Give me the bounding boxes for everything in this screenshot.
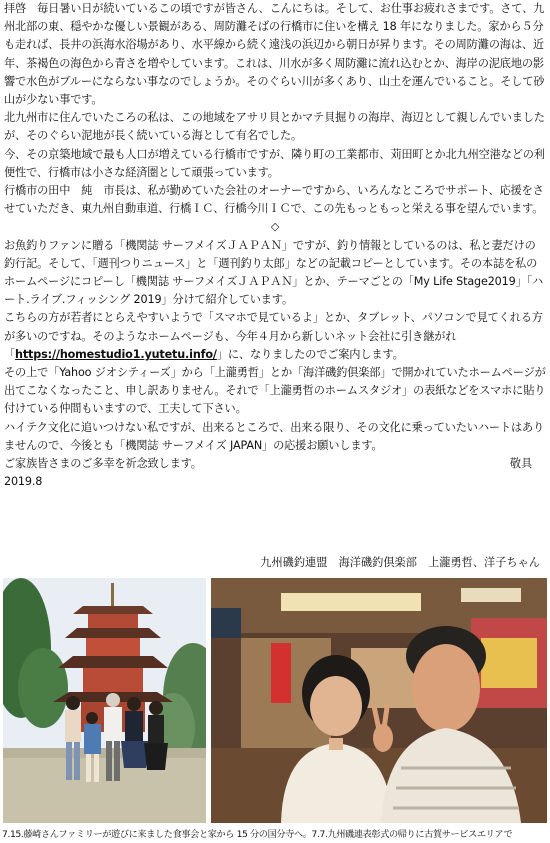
section-divider: ◇ [270, 220, 280, 234]
letter-body [4, 0, 546, 491]
closing-row [4, 455, 546, 473]
photo-caption: 7.15.藤崎さんファミリーが遊びに来ました食事会と家から 15 分の国分寺へ。7.7.九州磯連表彰式の帰りに古賀サービスエリアで [2, 829, 513, 840]
letter-paragraph: 拝啓 毎日暑い日が続いているこの頃ですが皆さん、こんにちは。そして、お仕事お疲れさまです。さて、九州北部の東、穏やかな優しい景観がある、周防灘そばの行橋市に住いを構え 18 年になりました。家から５分も走れば、長井の浜海水浴場があり、水平線から続く遠浅の浜辺から朝日が昇ります。その周防灘の海は、近年、茶褐色の海色から青さを増やしています。これは、川水が多く周防灘に流れ込むとか、海岸の泥底地の影響で水色がブルーにならない事なのでしょうか。そのぐらい川が多くあり、山土を運んでいること。そして砂山が少ない事です。 [4, 2, 545, 107]
photo-couple-service-area [211, 578, 547, 823]
letter-paragraph: 行橋市の田中 純 市長は、私が勤めていた会社のオーナーですから、いろんなところでサポート、応援をさせていただき、東九州自動車道、行橋ＩＣ、行橋今川ＩＣで、この先もっともっと栄える事を望んでいます。 [4, 184, 544, 216]
letter-paragraph: その上で「Yahoo ジオシティーズ」から「上瀧勇哲」とか「海洋磯釣倶楽部」で開かれていたホームページが出てこなくなったこと、申し訳ありません。それで「上瀧勇哲のホームスタジオ」の表紙などをスマホに貼り付けている仲間もいますので、工夫して下さい。 [4, 366, 546, 416]
letter-paragraph: ハイテク文化に追いつけない私ですが、出来るところで、出来る限り、その文化に乗っていたいハートはありませんので、今後とも「機関誌 サーフメイズ JAPAN」の応援お願いします。 [4, 420, 545, 452]
homepage-link[interactable]: https://homestudio1.yutetu.info/ [15, 347, 217, 361]
letter-paragraph: ご家族皆さまのご多幸を祈念致します。 [4, 457, 202, 471]
letter-date: 2019.8 [4, 475, 43, 489]
letter-text: 」に、なりましたのでご案内します。 [216, 347, 404, 361]
letter-paragraph: お魚釣りファンに贈る「機関誌 サーフメイズＪＡＰＡＮ」ですが、釣り情報としているのは、私と妻だけの釣行記。そして、「週刊つりニュース」と「週刊釣り太郎」などの記載コピーとしています。その本誌を私のホームページにコピーし「機関誌 サーフメイズＪＡＰＡＮ」とか、テーマごとの「My Life Stage2019」「ハート.ライブ.フィッシング 2019」分けて紹介しています。 [4, 238, 544, 307]
photo-pagoda-family [3, 578, 206, 823]
letter-text: こちらの方が若者にとらえやすいようで「スマホで見ているよ」とか、タブレット、パソコンで見てくれる方が多いのですね。そのようなホームページも、今年４月から新しいネット会社に引き継がれ「 [4, 311, 543, 361]
letter-paragraph [4, 309, 546, 364]
letter-paragraph: 今、その京築地域で最も人口が増えている行橋市ですが、隣り町の工業都市、苅田町とか北九州空港などの利便性で、行橋市は小さな経済圏として頑張っています。 [4, 147, 545, 179]
letter-paragraph: 北九州市に住んでいたころの私は、この地域をアサリ貝とかマテ貝掘りの海岸、海辺として親しんでいましたが、そのぐらい泥地が長く続いている海として有名でした。 [4, 111, 545, 143]
closing-word: 敬具 [509, 457, 532, 471]
signature-line: 九州磯釣連盟 海洋磯釣倶楽部 上瀧勇哲、洋子ちゃん [260, 556, 540, 569]
